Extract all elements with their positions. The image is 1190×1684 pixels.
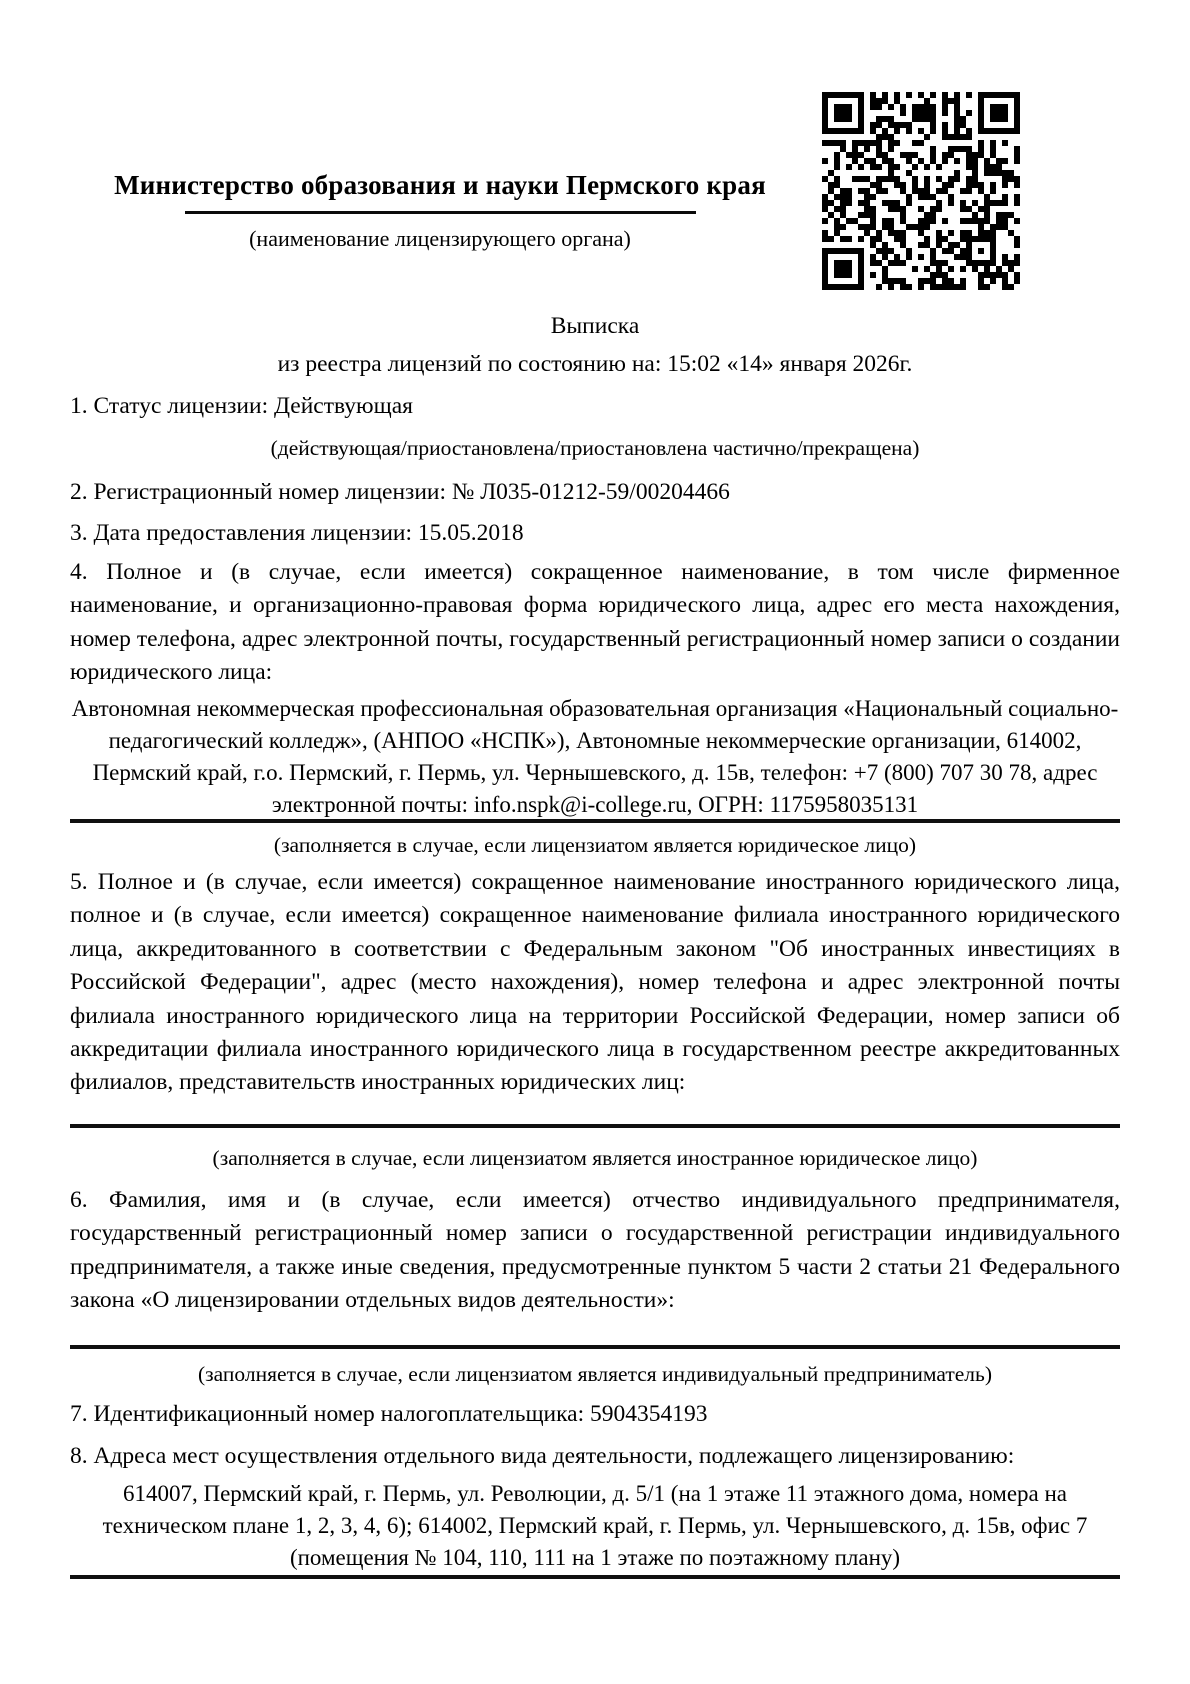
licensing-authority-name: Министерство образования и науки Пермского края: [114, 170, 766, 200]
divider-entrepreneur: [70, 1345, 1120, 1349]
license-grant-date: 3. Дата предоставления лицензии: 15.05.2018: [70, 520, 524, 546]
foreign-entity-clause: 5. Полное и (в случае, если имеется) сокращенное наименование иностранного юридического лица, полное и (в случае, если имеется) сокращенное наименование филиала иностранного юридического лица, аккредитованного в соответствии с Федеральным законом "Об иностранных инвестициях в Российской Федерации", адрес (место нахождения), номер телефона и адрес электронной почты филиала иностранного юридического лица на территории Российской Федерации, номер записи об аккредитации филиала иностранного юридического лица в государственном реестре аккредитованных филиалов, представительств иностранных юридических лиц:: [70, 869, 1120, 1096]
license-status-options-caption: (действующая/приостановлена/приостановлена частично/прекращена): [270, 436, 920, 460]
document-subtitle: из реестра лицензий по состоянию на: 15:02 «14» января 2026г.: [277, 351, 913, 377]
authority-underline: [185, 211, 696, 214]
divider-foreign-entity: [70, 1124, 1120, 1128]
entrepreneur-caption: (заполняется в случае, если лицензиатом является индивидуальный предприниматель): [198, 1362, 992, 1386]
registration-number: 2. Регистрационный номер лицензии: № Л035-01212-59/00204466: [70, 479, 730, 505]
legal-entity-clause: 4. Полное и (в случае, если имеется) сокращенное наименование, в том числе фирменное наименование, и организационно-правовая форма юридического лица, адрес его места нахождения, номер телефона, адрес электронной почты, государственный регистрационный номер записи о создании юридического лица:: [70, 559, 1120, 686]
taxpayer-id-number: 7. Идентификационный номер налогоплательщика: 5904354193: [70, 1401, 708, 1427]
qr-code-icon: [822, 92, 1020, 290]
divider-legal-entity: [70, 819, 1120, 823]
licensing-authority-caption: (наименование лицензирующего органа): [249, 226, 631, 251]
legal-entity-details: Автономная некоммерческая профессиональная образовательная организация «Национальный социально-педагогический колледж», (АНПОО «НСПК»), Автономные некоммерческие организации, 614002, Пермский край, г.о. Пермский, г. Пермь, ул. Чернышевского, д. 15в, телефон: +7 (800) 707 30 78, адрес электронной почты: info.nspk@i-college.ru, ОГРН: 1175958035131: [71, 696, 1119, 817]
document-title: Выписка: [550, 313, 640, 339]
activity-addresses-label: 8. Адреса мест осуществления отдельного вида деятельности, подлежащего лицензированию:: [70, 1443, 1015, 1469]
entrepreneur-clause: 6. Фамилия, имя и (в случае, если имеется) отчество индивидуального предпринимателя, государственный регистрационный номер записи о государственной регистрации индивидуального предпринимателя, а также иные сведения, предусмотренные пунктом 5 части 2 статьи 21 Федерального закона «О лицензировании отдельных видов деятельности»:: [70, 1187, 1120, 1314]
foreign-entity-caption: (заполняется в случае, если лицензиатом является иностранное юридическое лицо): [212, 1146, 978, 1170]
legal-entity-caption: (заполняется в случае, если лицензиатом является юридическое лицо): [273, 833, 917, 857]
divider-addresses: [70, 1575, 1120, 1579]
activity-addresses-value: 614007, Пермский край, г. Пермь, ул. Революции, д. 5/1 (на 1 этаже 11 этажного дома, номера на техническом плане 1, 2, 3, 4, 6); 614002, Пермский край, г. Пермь, ул. Чернышевского, д. 15в, офис 7 (помещения № 104, 110, 111 на 1 этаже по поэтажному плану): [102, 1481, 1088, 1570]
license-status: 1. Статус лицензии: Действующая: [70, 393, 413, 419]
